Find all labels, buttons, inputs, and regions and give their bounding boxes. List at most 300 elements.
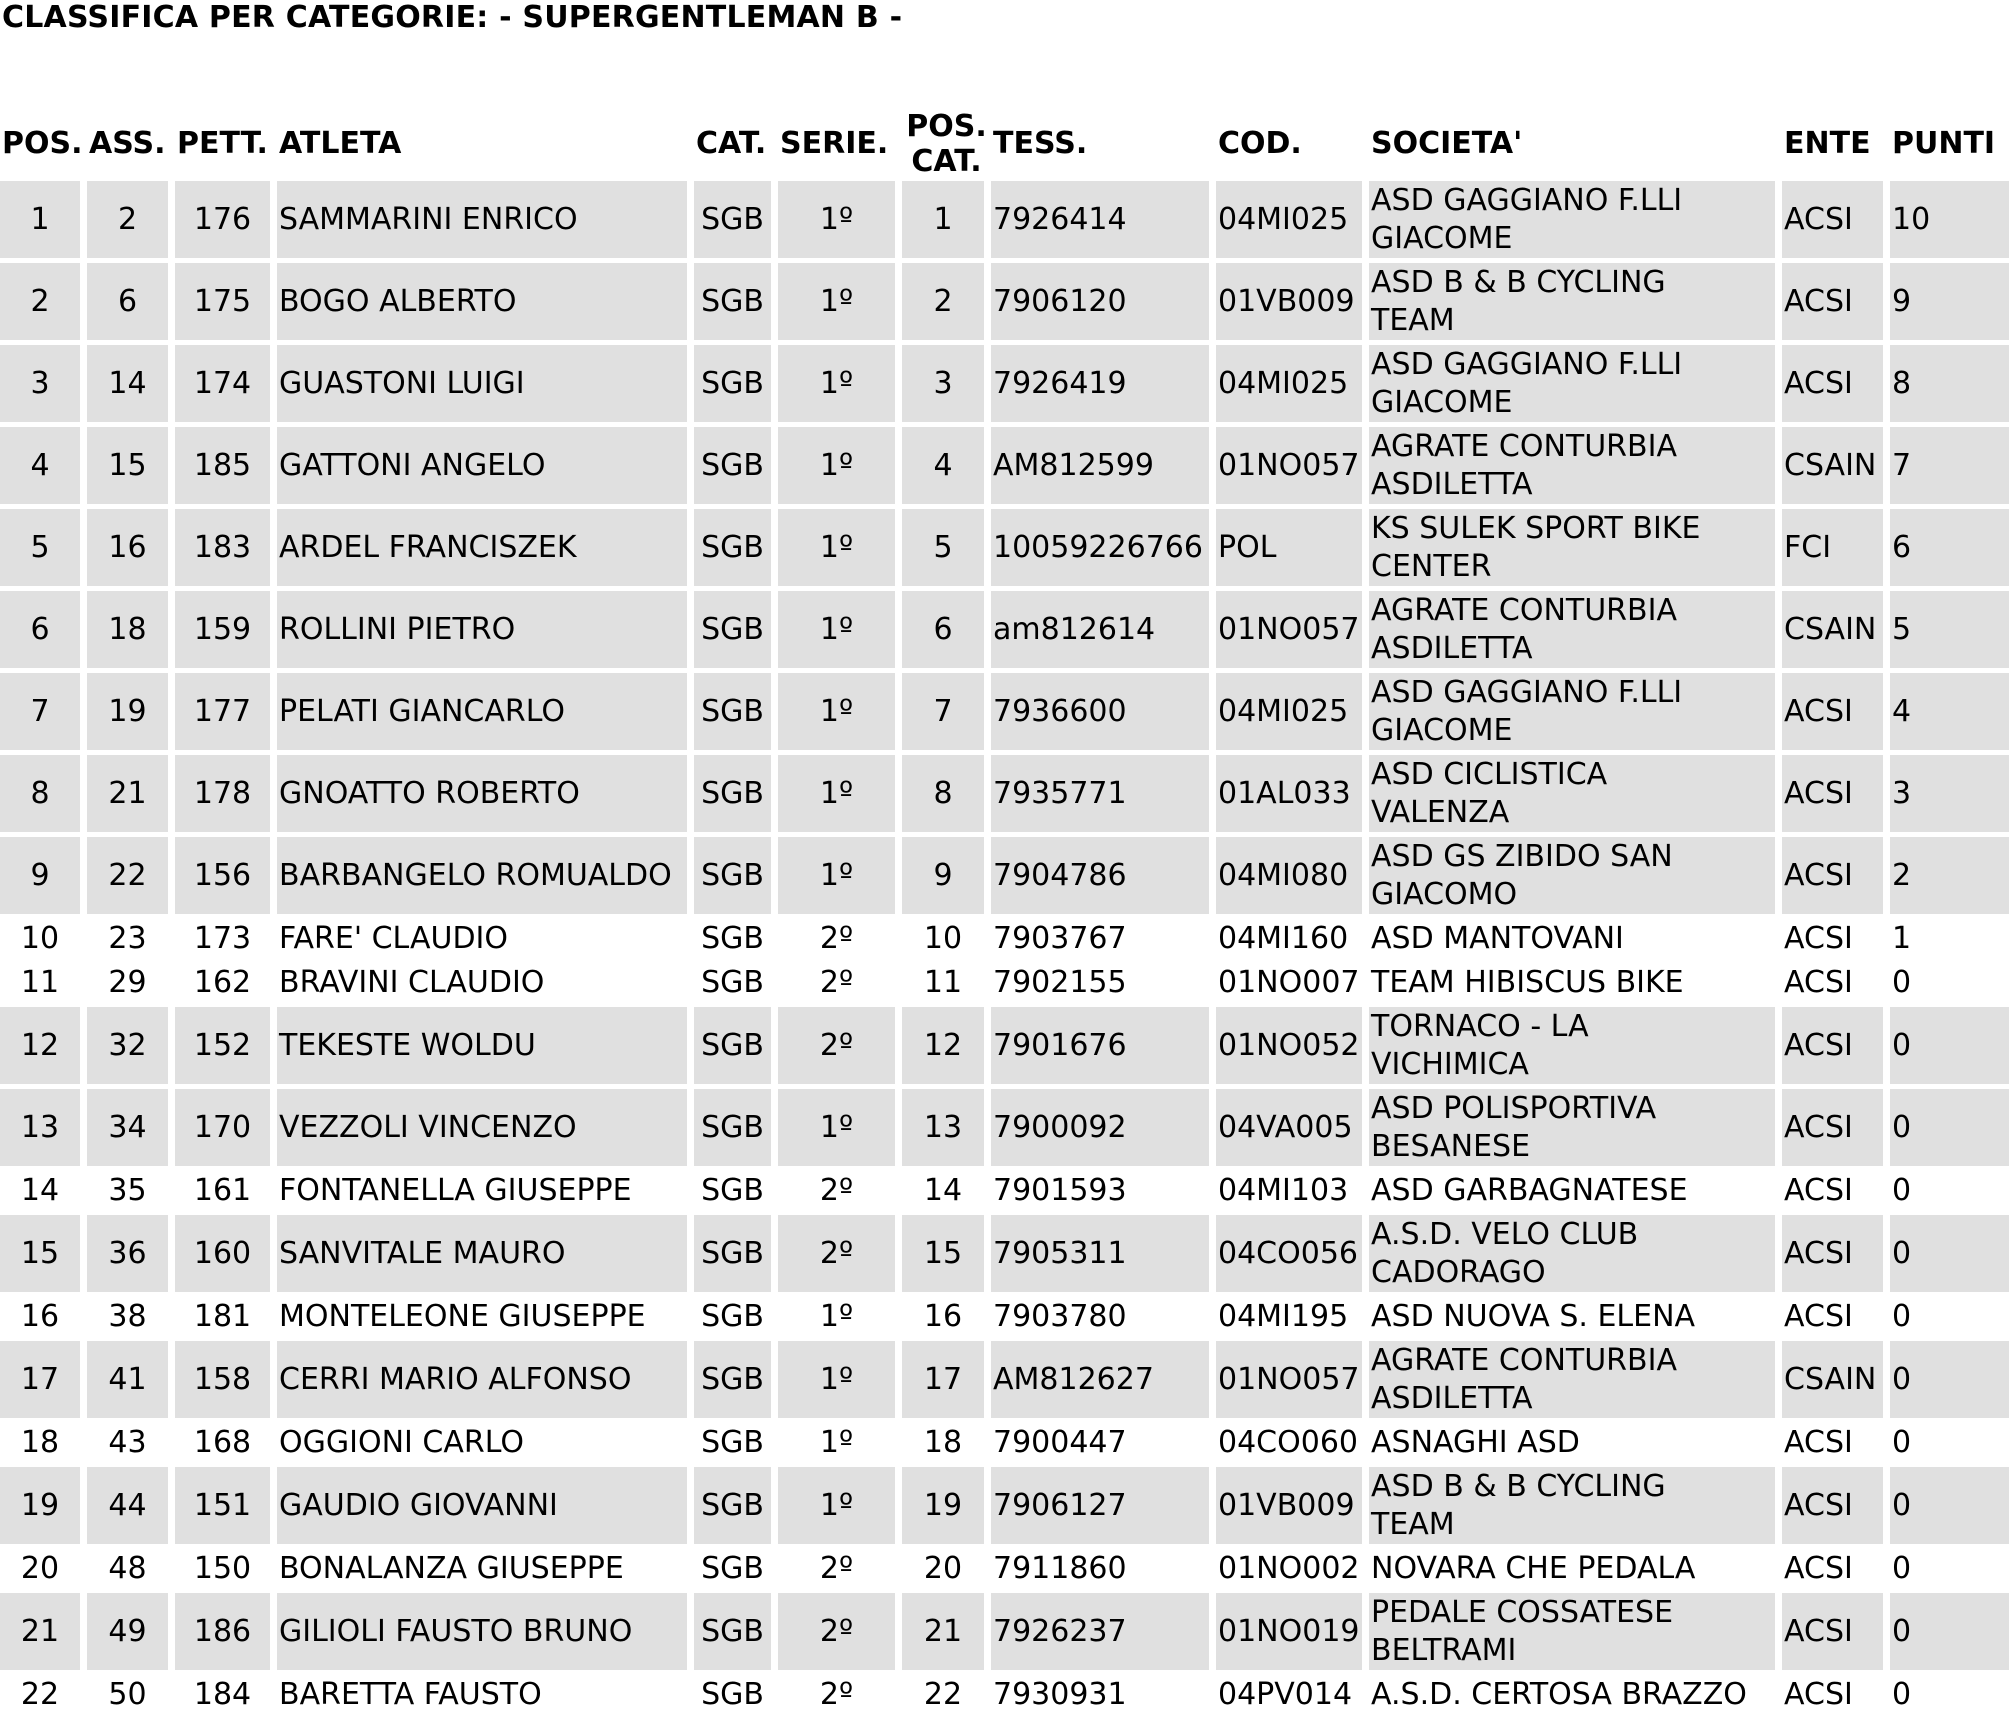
cell-cat: SGB (694, 181, 778, 263)
cell-serie: 1º (778, 427, 902, 509)
cell-ente: ACSI (1782, 755, 1890, 837)
cell-cod: 01VB009 (1216, 263, 1369, 345)
societa-line1: ASD NUOVA S. ELENA (1371, 1298, 1696, 1334)
cell-serie: 2º (778, 1171, 902, 1215)
cell-ass: 15 (87, 427, 175, 509)
societa-line1: A.S.D. CERTOSA BRAZZO (1371, 1676, 1747, 1712)
societa-line2: VICHIMICA (1371, 1046, 1529, 1082)
cell-pos: 14 (0, 1171, 87, 1215)
cell-pos-cat: 22 (902, 1675, 991, 1719)
table-row (0, 1423, 2009, 1467)
cell-tess: 7900092 (991, 1089, 1216, 1171)
societa-line1: ASD B & B CYCLING (1371, 1468, 1666, 1504)
cell-ente: ACSI (1782, 1467, 1890, 1549)
cell-pos: 21 (0, 1593, 87, 1675)
societa-line2: BELTRAMI (1371, 1632, 1517, 1668)
cell-pos-cat: 1 (902, 181, 991, 263)
cell-punti: 0 (1890, 1215, 2009, 1297)
cell-pos: 18 (0, 1423, 87, 1467)
cell-ente: ACSI (1782, 919, 1890, 963)
cell-pos-cat: 2 (902, 263, 991, 345)
cell-ass: 43 (87, 1423, 175, 1467)
cell-tess: 7904786 (991, 837, 1216, 919)
cell-pett: 150 (175, 1549, 277, 1593)
cell-pos: 17 (0, 1341, 87, 1423)
cell-pett: 159 (175, 591, 277, 673)
cell-cod: 04MI025 (1216, 345, 1369, 427)
cell-tess: 7926414 (991, 181, 1216, 263)
page-title: CLASSIFICA PER CATEGORIE: - SUPERGENTLEMAN B - (2, 0, 903, 35)
cell-tess: 7906127 (991, 1467, 1216, 1549)
table-row (0, 427, 2009, 509)
cell-cod: 04MI080 (1216, 837, 1369, 919)
cell-cod: 04MI195 (1216, 1297, 1369, 1341)
table-row (0, 263, 2009, 345)
cell-cod: 04MI160 (1216, 919, 1369, 963)
cell-ass: 22 (87, 837, 175, 919)
cell-ass: 49 (87, 1593, 175, 1675)
societa-line1: AGRATE CONTURBIA (1371, 592, 1677, 628)
cell-serie: 2º (778, 1549, 902, 1593)
cell-punti: 3 (1890, 755, 2009, 837)
cell-atleta: BARETTA FAUSTO (277, 1675, 694, 1719)
table-row (0, 1549, 2009, 1593)
table-row (0, 1089, 2009, 1171)
cell-pos-cat: 5 (902, 509, 991, 591)
cell-serie: 1º (778, 1089, 902, 1171)
header-atleta: ATLETA (279, 126, 402, 161)
cell-serie: 1º (778, 263, 902, 345)
cell-punti: 0 (1890, 1423, 2009, 1467)
cell-tess: 10059226766 (991, 509, 1216, 591)
cell-tess: 7901676 (991, 1007, 1216, 1089)
cell-punti: 0 (1890, 1675, 2009, 1719)
societa-line2: TEAM (1371, 1506, 1455, 1542)
cell-serie: 1º (778, 837, 902, 919)
cell-atleta: ROLLINI PIETRO (277, 591, 694, 673)
cell-serie: 2º (778, 1675, 902, 1719)
cell-societa (1369, 837, 1782, 919)
societa-line1: ASNAGHI ASD (1371, 1424, 1580, 1460)
table-row (0, 1007, 2009, 1089)
cell-ente: ACSI (1782, 1423, 1890, 1467)
cell-pos: 7 (0, 673, 87, 755)
cell-punti: 0 (1890, 1549, 2009, 1593)
cell-ass: 44 (87, 1467, 175, 1549)
cell-tess: 7926237 (991, 1593, 1216, 1675)
cell-pett: 160 (175, 1215, 277, 1297)
cell-pett: 168 (175, 1423, 277, 1467)
cell-ass: 14 (87, 345, 175, 427)
cell-atleta: SANVITALE MAURO (277, 1215, 694, 1297)
header-cat: CAT. (696, 126, 767, 161)
cell-cod: 01NO019 (1216, 1593, 1369, 1675)
cell-serie: 1º (778, 1467, 902, 1549)
cell-tess: 7936600 (991, 673, 1216, 755)
cell-pos-cat: 3 (902, 345, 991, 427)
cell-pett: 158 (175, 1341, 277, 1423)
cell-serie: 1º (778, 181, 902, 263)
cell-cod: 01NO057 (1216, 427, 1369, 509)
table-row (0, 1675, 2009, 1719)
cell-societa (1369, 263, 1782, 345)
cell-cat: SGB (694, 263, 778, 345)
cell-atleta: GILIOLI FAUSTO BRUNO (277, 1593, 694, 1675)
cell-atleta: GATTONI ANGELO (277, 427, 694, 509)
cell-pos-cat: 6 (902, 591, 991, 673)
cell-cod: 04MI025 (1216, 673, 1369, 755)
cell-cat: SGB (694, 1089, 778, 1171)
cell-cod: 01AL033 (1216, 755, 1369, 837)
societa-line1: ASD GS ZIBIDO SAN (1371, 838, 1673, 874)
cell-societa (1369, 1007, 1782, 1089)
cell-pos-cat: 17 (902, 1341, 991, 1423)
table-row (0, 1171, 2009, 1215)
cell-pos: 19 (0, 1467, 87, 1549)
cell-pett: 181 (175, 1297, 277, 1341)
cell-pos: 4 (0, 427, 87, 509)
cell-tess: 7903780 (991, 1297, 1216, 1341)
cell-pett: 185 (175, 427, 277, 509)
cell-societa (1369, 1593, 1782, 1675)
societa-line1: ASD POLISPORTIVA (1371, 1090, 1657, 1126)
cell-pett: 183 (175, 509, 277, 591)
header-tess: TESS. (993, 126, 1088, 161)
table-row (0, 837, 2009, 919)
cell-punti: 10 (1890, 181, 2009, 263)
cell-atleta: GAUDIO GIOVANNI (277, 1467, 694, 1549)
cell-atleta: BRAVINI CLAUDIO (277, 963, 694, 1007)
header-societa: SOCIETA' (1371, 126, 1523, 161)
cell-societa (1369, 1423, 1782, 1467)
cell-ente: ACSI (1782, 263, 1890, 345)
cell-pett: 152 (175, 1007, 277, 1089)
cell-ass: 50 (87, 1675, 175, 1719)
cell-cat: SGB (694, 1467, 778, 1549)
cell-cat: SGB (694, 963, 778, 1007)
cell-pos: 22 (0, 1675, 87, 1719)
cell-cod: 04CO060 (1216, 1423, 1369, 1467)
cell-ass: 16 (87, 509, 175, 591)
cell-ass: 19 (87, 673, 175, 755)
cell-societa (1369, 673, 1782, 755)
cell-ente: CSAIN (1782, 1341, 1890, 1423)
header-pos: POS. (2, 126, 83, 161)
table-row (0, 1215, 2009, 1297)
cell-pos: 11 (0, 963, 87, 1007)
cell-ente: ACSI (1782, 1593, 1890, 1675)
table-row (0, 509, 2009, 591)
cell-ente: ACSI (1782, 1171, 1890, 1215)
societa-line2: GIACOME (1371, 384, 1513, 420)
cell-cat: SGB (694, 837, 778, 919)
cell-pos-cat: 21 (902, 1593, 991, 1675)
cell-pos-cat: 20 (902, 1549, 991, 1593)
cell-punti: 8 (1890, 345, 2009, 427)
cell-cod: 04MI025 (1216, 181, 1369, 263)
cell-pos-cat: 14 (902, 1171, 991, 1215)
cell-pos: 8 (0, 755, 87, 837)
cell-ente: ACSI (1782, 963, 1890, 1007)
cell-tess: AM812599 (991, 427, 1216, 509)
societa-line2: GIACOME (1371, 712, 1513, 748)
results-table (0, 106, 2009, 1719)
societa-line1: ASD GAGGIANO F.LLI (1371, 346, 1683, 382)
cell-pos-cat: 15 (902, 1215, 991, 1297)
table-body (0, 181, 2009, 1719)
cell-pett: 156 (175, 837, 277, 919)
cell-pos: 3 (0, 345, 87, 427)
societa-line2: CADORAGO (1371, 1254, 1546, 1290)
cell-ente: ACSI (1782, 1089, 1890, 1171)
table-header (0, 106, 2009, 181)
cell-pos-cat: 7 (902, 673, 991, 755)
cell-ente: ACSI (1782, 673, 1890, 755)
header-cod: COD. (1218, 126, 1302, 161)
header-ass: ASS. (89, 126, 166, 161)
cell-punti: 0 (1890, 1007, 2009, 1089)
cell-atleta: BARBANGELO ROMUALDO (277, 837, 694, 919)
table-row (0, 919, 2009, 963)
cell-cat: SGB (694, 673, 778, 755)
societa-line1: ASD B & B CYCLING (1371, 264, 1666, 300)
table-row (0, 591, 2009, 673)
cell-ass: 41 (87, 1341, 175, 1423)
cell-pos-cat: 12 (902, 1007, 991, 1089)
cell-pos-cat: 11 (902, 963, 991, 1007)
cell-pos-cat: 18 (902, 1423, 991, 1467)
cell-societa (1369, 1675, 1782, 1719)
cell-pett: 162 (175, 963, 277, 1007)
cell-tess: 7906120 (991, 263, 1216, 345)
cell-serie: 1º (778, 345, 902, 427)
cell-atleta: GUASTONI LUIGI (277, 345, 694, 427)
cell-cat: SGB (694, 345, 778, 427)
cell-punti: 0 (1890, 1171, 2009, 1215)
table-row (0, 673, 2009, 755)
cell-cat: SGB (694, 1593, 778, 1675)
cell-punti: 0 (1890, 963, 2009, 1007)
cell-tess: 7902155 (991, 963, 1216, 1007)
cell-cod: 01NO057 (1216, 591, 1369, 673)
societa-line2: BESANESE (1371, 1128, 1531, 1164)
cell-cod: 01NO007 (1216, 963, 1369, 1007)
cell-atleta: OGGIONI CARLO (277, 1423, 694, 1467)
societa-line2: ASDILETTA (1371, 466, 1533, 502)
societa-line1: ASD GAGGIANO F.LLI (1371, 674, 1683, 710)
table-row (0, 1467, 2009, 1549)
societa-line1: AGRATE CONTURBIA (1371, 428, 1677, 464)
cell-tess: 7903767 (991, 919, 1216, 963)
table-row (0, 963, 2009, 1007)
societa-line2: CENTER (1371, 548, 1492, 584)
cell-cat: SGB (694, 1341, 778, 1423)
cell-cod: 01VB009 (1216, 1467, 1369, 1549)
cell-punti: 0 (1890, 1467, 2009, 1549)
cell-cat: SGB (694, 1675, 778, 1719)
cell-tess: AM812627 (991, 1341, 1216, 1423)
cell-cat: SGB (694, 1297, 778, 1341)
cell-serie: 1º (778, 509, 902, 591)
cell-pos: 10 (0, 919, 87, 963)
cell-punti: 7 (1890, 427, 2009, 509)
cell-cod: 01NO057 (1216, 1341, 1369, 1423)
cell-pos-cat: 16 (902, 1297, 991, 1341)
cell-societa (1369, 427, 1782, 509)
cell-punti: 2 (1890, 837, 2009, 919)
societa-line1: TEAM HIBISCUS BIKE (1371, 964, 1684, 1000)
societa-line1: ASD CICLISTICA (1371, 756, 1608, 792)
cell-pett: 178 (175, 755, 277, 837)
table-row (0, 1297, 2009, 1341)
cell-tess: 7926419 (991, 345, 1216, 427)
societa-line1: PEDALE COSSATESE (1371, 1594, 1674, 1630)
cell-ass: 35 (87, 1171, 175, 1215)
cell-punti: 0 (1890, 1089, 2009, 1171)
cell-atleta: CERRI MARIO ALFONSO (277, 1341, 694, 1423)
cell-atleta: GNOATTO ROBERTO (277, 755, 694, 837)
cell-pett: 186 (175, 1593, 277, 1675)
header-punti: PUNTI (1892, 126, 1996, 161)
cell-cod: 01NO002 (1216, 1549, 1369, 1593)
cell-pett: 176 (175, 181, 277, 263)
cell-cod: 04CO056 (1216, 1215, 1369, 1297)
cell-ente: ACSI (1782, 1007, 1890, 1089)
table-row (0, 345, 2009, 427)
cell-atleta: TEKESTE WOLDU (277, 1007, 694, 1089)
cell-punti: 4 (1890, 673, 2009, 755)
cell-tess: 7900447 (991, 1423, 1216, 1467)
cell-ente: ACSI (1782, 345, 1890, 427)
cell-punti: 9 (1890, 263, 2009, 345)
cell-tess: am812614 (991, 591, 1216, 673)
societa-line1: ASD GAGGIANO F.LLI (1371, 182, 1683, 218)
cell-serie: 1º (778, 1297, 902, 1341)
cell-ente: ACSI (1782, 1549, 1890, 1593)
cell-pos: 15 (0, 1215, 87, 1297)
cell-atleta: PELATI GIANCARLO (277, 673, 694, 755)
cell-atleta: SAMMARINI ENRICO (277, 181, 694, 263)
cell-pos: 12 (0, 1007, 87, 1089)
cell-pos: 13 (0, 1089, 87, 1171)
cell-ass: 23 (87, 919, 175, 963)
cell-societa (1369, 1467, 1782, 1549)
cell-ente: ACSI (1782, 837, 1890, 919)
cell-atleta: FARE' CLAUDIO (277, 919, 694, 963)
societa-line1: ASD GARBAGNATESE (1371, 1172, 1688, 1208)
cell-tess: 7935771 (991, 755, 1216, 837)
cell-societa (1369, 963, 1782, 1007)
cell-atleta: ARDEL FRANCISZEK (277, 509, 694, 591)
cell-cat: SGB (694, 919, 778, 963)
societa-line1: AGRATE CONTURBIA (1371, 1342, 1677, 1378)
cell-societa (1369, 591, 1782, 673)
cell-ass: 38 (87, 1297, 175, 1341)
cell-ente: ACSI (1782, 1297, 1890, 1341)
cell-ente: ACSI (1782, 1675, 1890, 1719)
cell-cod: 04MI103 (1216, 1171, 1369, 1215)
header-pett: PETT. (177, 126, 268, 161)
cell-pos-cat: 9 (902, 837, 991, 919)
cell-societa (1369, 509, 1782, 591)
header-pos-cat (902, 106, 991, 181)
cell-pett: 161 (175, 1171, 277, 1215)
cell-atleta: BONALANZA GIUSEPPE (277, 1549, 694, 1593)
cell-cat: SGB (694, 1007, 778, 1089)
cell-ass: 48 (87, 1549, 175, 1593)
cell-societa (1369, 1215, 1782, 1297)
societa-line2: ASDILETTA (1371, 630, 1533, 666)
cell-pos: 2 (0, 263, 87, 345)
cell-tess: 7911860 (991, 1549, 1216, 1593)
cell-pett: 151 (175, 1467, 277, 1549)
cell-serie: 1º (778, 755, 902, 837)
societa-line1: NOVARA CHE PEDALA (1371, 1550, 1696, 1586)
cell-societa (1369, 1297, 1782, 1341)
societa-line2: ASDILETTA (1371, 1380, 1533, 1416)
cell-ente: ACSI (1782, 181, 1890, 263)
table-row (0, 1593, 2009, 1675)
cell-tess: 7901593 (991, 1171, 1216, 1215)
cell-societa (1369, 181, 1782, 263)
cell-pos: 5 (0, 509, 87, 591)
cell-punti: 0 (1890, 1593, 2009, 1675)
cell-pos-cat: 19 (902, 1467, 991, 1549)
cell-ass: 29 (87, 963, 175, 1007)
cell-ente: ACSI (1782, 1215, 1890, 1297)
societa-line1: ASD MANTOVANI (1371, 920, 1624, 956)
table-row (0, 755, 2009, 837)
cell-pett: 170 (175, 1089, 277, 1171)
cell-tess: 7930931 (991, 1675, 1216, 1719)
header-ente: ENTE (1784, 126, 1871, 161)
header-serie: SERIE. (780, 126, 889, 161)
societa-line2: TEAM (1371, 302, 1455, 338)
cell-cat: SGB (694, 755, 778, 837)
societa-line2: GIACOME (1371, 220, 1513, 256)
cell-tess: 7905311 (991, 1215, 1216, 1297)
cell-pos-cat: 8 (902, 755, 991, 837)
cell-societa (1369, 919, 1782, 963)
societa-line1: TORNACO - LA (1371, 1008, 1589, 1044)
cell-pos: 1 (0, 181, 87, 263)
cell-ass: 21 (87, 755, 175, 837)
cell-cat: SGB (694, 509, 778, 591)
cell-ass: 36 (87, 1215, 175, 1297)
cell-societa (1369, 1171, 1782, 1215)
cell-societa (1369, 1341, 1782, 1423)
cell-pett: 174 (175, 345, 277, 427)
cell-ente: CSAIN (1782, 427, 1890, 509)
cell-serie: 2º (778, 919, 902, 963)
cell-ass: 18 (87, 591, 175, 673)
cell-societa (1369, 1089, 1782, 1171)
cell-ente: CSAIN (1782, 591, 1890, 673)
cell-ass: 2 (87, 181, 175, 263)
cell-serie: 2º (778, 1007, 902, 1089)
cell-cat: SGB (694, 1549, 778, 1593)
header-pos-cat-line2: CAT. (911, 143, 982, 179)
cell-pos-cat: 4 (902, 427, 991, 509)
cell-serie: 1º (778, 1423, 902, 1467)
cell-pos-cat: 10 (902, 919, 991, 963)
cell-serie: 2º (778, 1593, 902, 1675)
cell-cat: SGB (694, 1171, 778, 1215)
cell-serie: 1º (778, 1341, 902, 1423)
cell-punti: 0 (1890, 1297, 2009, 1341)
cell-cod: 04VA005 (1216, 1089, 1369, 1171)
cell-serie: 1º (778, 673, 902, 755)
